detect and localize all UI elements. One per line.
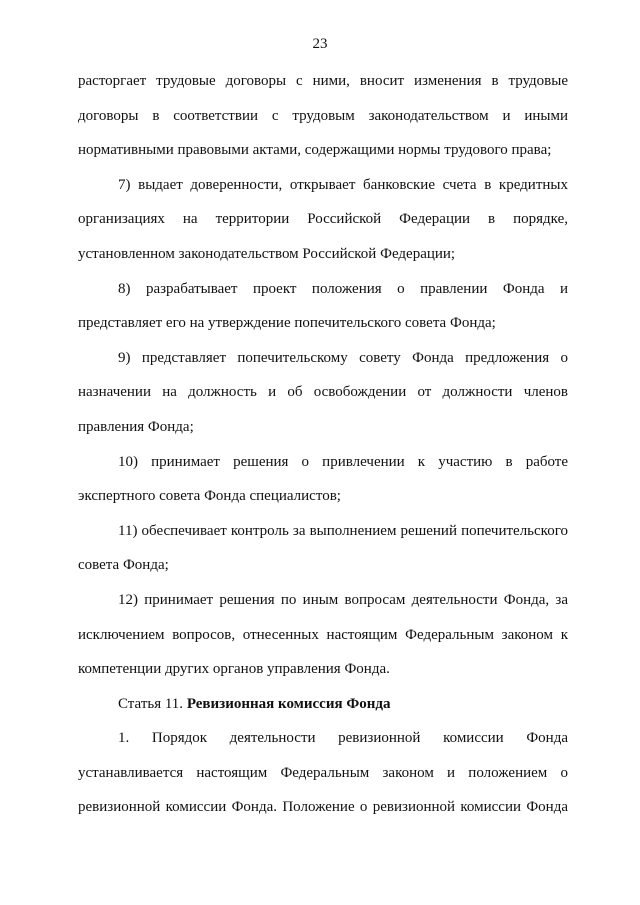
article-label: Статья 11. (118, 695, 187, 712)
text-line: представляет его на утверждение попечительского совета Фонда; (78, 315, 496, 332)
text-line: устанавливается настоящим Федеральным законом и положением о (78, 764, 568, 781)
list-item-12 (78, 583, 568, 687)
text-line: расторгает трудовые договоры с ними, вносит изменения в трудовые (78, 73, 568, 89)
text-line: 1. Порядок деятельности ревизионной комиссии Фонда (118, 730, 568, 747)
text-line: исключением вопросов, отнесенных настоящим Федеральным законом к (78, 626, 568, 643)
list-item-7 (78, 168, 568, 272)
text-line: 11) обеспечивает контроль за выполнением решений попечительского (118, 522, 568, 539)
text-line: ревизионной комиссии Фонда. Положение о ревизионной комиссии Фонда (78, 799, 568, 816)
text-line: организациях на территории Российской Федерации в порядке, (78, 211, 568, 228)
page-number: 23 (312, 36, 328, 52)
list-item-10 (78, 445, 568, 514)
text-line: 9) представляет попечительскому совету Фонда предложения о (118, 349, 568, 366)
text-line: 12) принимает решения по иным вопросам деятельности Фонда, за (118, 591, 568, 608)
text-line: договоры в соответствии с трудовым законодательством и иными (78, 107, 568, 124)
article-title: Ревизионная комиссия Фонда (186, 695, 391, 712)
text-line: экспертного совета Фонда специалистов; (78, 488, 341, 505)
article-paragraph-1 (78, 721, 568, 825)
text-line: нормативными правовыми актами, содержащими нормы трудового права; (78, 142, 552, 159)
text-line: 10) принимает решения о привлечении к участию в работе (118, 453, 568, 470)
text-line: совета Фонда; (78, 557, 169, 574)
text-line: назначении на должность и об освобождении от должности членов (78, 384, 568, 401)
text-line: установленном законодательством Российской Федерации; (78, 245, 456, 262)
text-line: правления Фонда; (78, 418, 194, 435)
article-heading (78, 687, 568, 722)
paragraph-continuation (78, 64, 568, 168)
list-item-11 (78, 514, 568, 583)
text-line: 7) выдает доверенности, открывает банковские счета в кредитных (118, 176, 568, 193)
list-item-8 (78, 272, 568, 341)
list-item-9 (78, 341, 568, 445)
text-line: 8) разрабатывает проект положения о правлении Фонда и (118, 280, 568, 297)
text-line: компетенции других органов управления Фонда. (78, 661, 390, 678)
document-body (78, 64, 568, 825)
